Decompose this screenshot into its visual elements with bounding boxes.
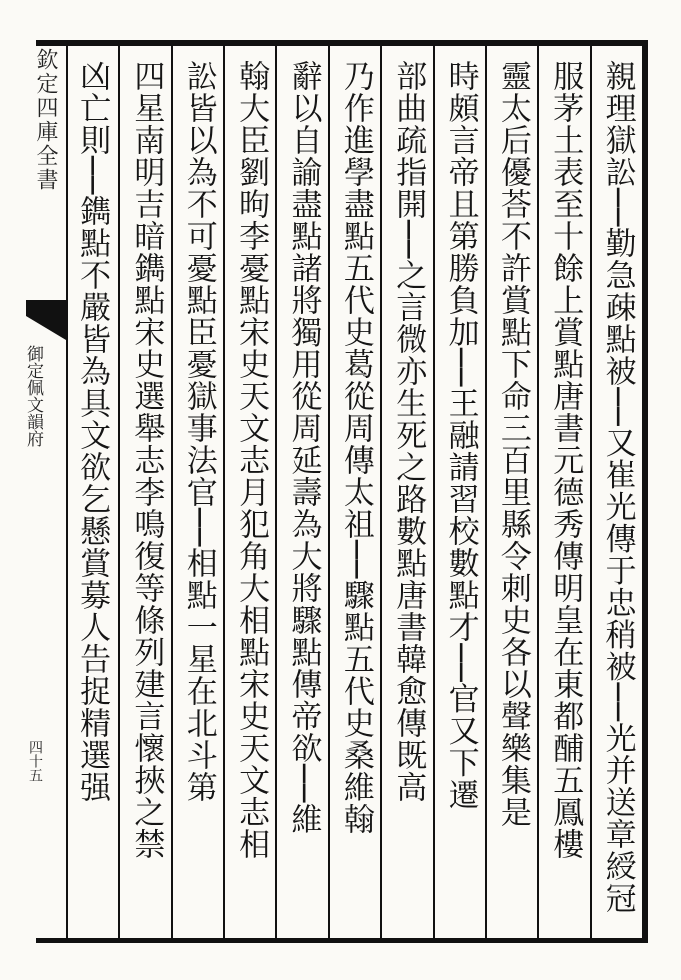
text-column	[223, 46, 275, 938]
text-column	[275, 46, 327, 938]
column-text: 四星南明吉暗鐫點宋史選舉志李鳴復等條列建言懷挾之禁	[128, 60, 165, 860]
text-column	[380, 46, 432, 938]
column-text: 靈太后優荅不許賞點下命三百里縣令刺史各以聲樂集是	[494, 60, 531, 828]
column-text: 辭以自諭盡點諸將獨用從周延壽為大將驟點傳帝欲──維	[285, 60, 322, 836]
column-text: 部曲疏指開──之言微亦生死之路數點唐書韓愈傳既高	[390, 60, 427, 804]
text-column	[485, 46, 537, 938]
column-text: 服茅土表至十餘上賞點唐書元德秀傳明皇在東都酺五鳳樓	[547, 60, 584, 860]
column-text: 翰大臣劉昫李憂點宋史天文志月犯角大相點宋史天文志相	[233, 60, 270, 860]
text-column	[328, 46, 380, 938]
text-column	[66, 46, 118, 938]
column-text: 訟皆以為不可憂點臣憂獄事法官──相點一星在北斗第	[180, 60, 217, 804]
column-text: 凶亡則──鐫點不嚴皆為具文欲乞懸賞募人告捉精選强	[74, 60, 111, 804]
column-text: 乃作進學盡點五代史葛從周傳太祖──驟點五代史桑維翰	[337, 60, 374, 836]
text-column	[118, 46, 170, 938]
text-column	[433, 46, 485, 938]
column-text: 時頗言帝且第勝負加──王融請習校數點才──官又下遷	[442, 60, 479, 811]
text-column	[171, 46, 223, 938]
book-title: 欽定四庫全書	[33, 48, 58, 192]
page-number: 四十五	[27, 740, 43, 782]
text-column	[590, 46, 642, 938]
column-text: 親理獄訟──勤急疎點被──又崔光傳于忠稍被──光并送章綬冠	[599, 60, 636, 914]
text-columns	[66, 46, 642, 938]
text-column	[537, 46, 589, 938]
book-subtitle: 御定佩文韻府	[23, 345, 43, 447]
